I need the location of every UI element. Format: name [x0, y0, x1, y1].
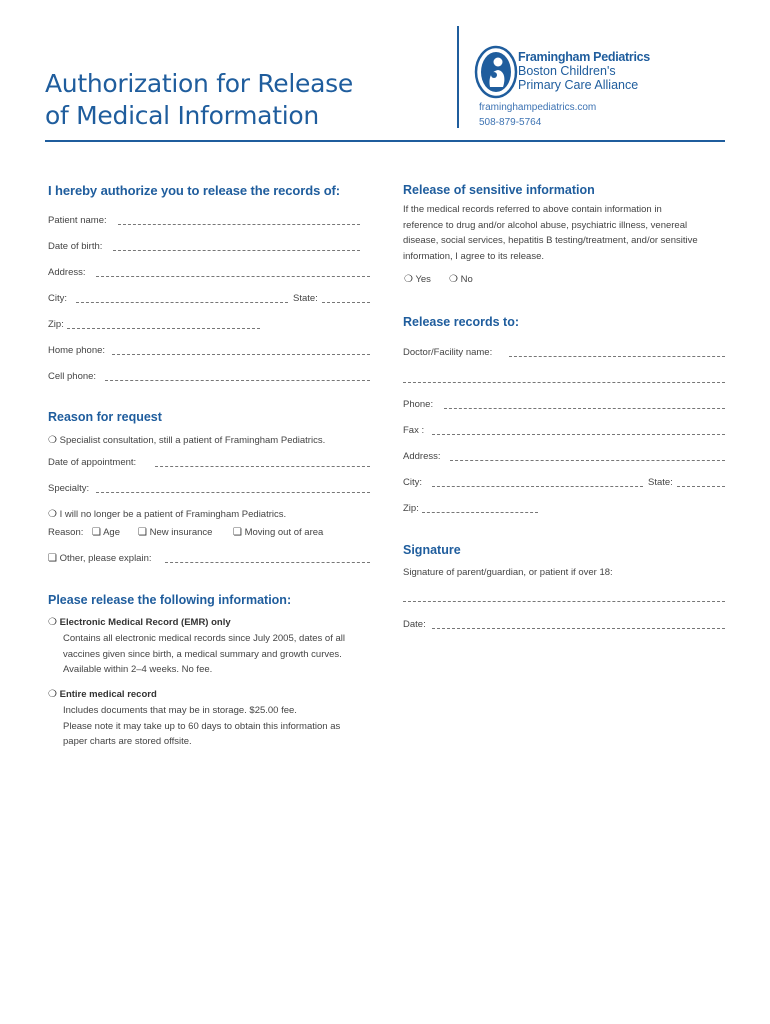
release-info-heading: Please release the following information:: [48, 593, 292, 607]
cell-phone-label: Cell phone:: [48, 371, 97, 382]
patient-name-label: Patient name:: [48, 215, 107, 226]
contact-info: [479, 101, 596, 130]
emr-description-line: Available within 2–4 weeks. No fee.: [63, 664, 213, 675]
sensitive-description-line: reference to drug and/or alcohol abuse, psychiatric illness, venereal: [403, 219, 688, 231]
release-fax-field[interactable]: [432, 434, 725, 435]
reason-other-label: Other, please explain:: [59, 553, 152, 564]
radio-icon[interactable]: ❍: [449, 274, 458, 285]
state-label: State:: [293, 293, 318, 304]
entire-record-description-line: Includes documents that may be in storage. $25.00 fee.: [63, 705, 297, 716]
checkbox-icon[interactable]: ❏: [92, 527, 101, 538]
checkbox-icon[interactable]: ❏: [138, 527, 147, 538]
doctor-facility-label: Doctor/Facility name:: [403, 347, 493, 358]
entire-record-option[interactable]: [48, 689, 157, 700]
entire-record-label: Entire medical record: [59, 689, 157, 700]
release-city-field[interactable]: [432, 486, 643, 487]
release-fax-label: Fax :: [403, 425, 425, 436]
specialty-field[interactable]: [96, 492, 370, 493]
emr-option-label: Electronic Medical Record (EMR) only: [59, 617, 231, 628]
sensitive-heading: Release of sensitive information: [403, 183, 595, 197]
emr-description-line: vaccines given since birth, a medical summary and growth curves.: [63, 648, 342, 660]
organization-name: [518, 50, 650, 92]
reason-label: Reason:: [48, 527, 84, 538]
release-phone-label: Phone:: [403, 399, 434, 410]
release-zip-label: Zip:: [403, 503, 419, 514]
emr-description-line: Contains all electronic medical records since July 2005, dates of all: [63, 633, 345, 644]
reason-age-option[interactable]: [92, 527, 120, 538]
release-city-label: City:: [403, 477, 422, 488]
signature-date-field[interactable]: [432, 628, 725, 629]
title-line-1: Authorization for Release: [45, 69, 353, 98]
signature-label: Signature of parent/guardian, or patient if over 18:: [403, 567, 613, 578]
sensitive-description-line: disease, social services, hepatitis B testing/treatment, and/or sensitive: [403, 235, 698, 246]
city-field[interactable]: [76, 302, 288, 303]
release-state-field[interactable]: [677, 486, 725, 487]
specialist-label: Specialist consultation, still a patient of Framingham Pediatrics.: [59, 435, 326, 446]
home-phone-label: Home phone:: [48, 345, 106, 356]
signature-field[interactable]: [403, 601, 725, 602]
sensitive-description-line: If the medical records referred to above contain information in: [403, 204, 662, 215]
release-address-field[interactable]: [450, 460, 725, 461]
signature-date-label: Date:: [403, 619, 426, 630]
release-to-heading: Release records to:: [403, 315, 520, 329]
org-name-line-3: Primary Care Alliance: [518, 78, 639, 92]
website-link[interactable]: framinghampediatrics.com: [479, 102, 597, 113]
date-appointment-field[interactable]: [155, 466, 370, 467]
framingham-pediatrics-logo: [474, 45, 518, 99]
release-address-label: Address:: [403, 451, 441, 462]
emr-description: [63, 631, 345, 678]
reason-moving-option[interactable]: [233, 527, 323, 538]
org-name-line-1: Framingham Pediatrics: [518, 50, 650, 64]
specialist-option[interactable]: [48, 435, 325, 446]
city-label: City:: [48, 293, 67, 304]
zip-field[interactable]: [67, 328, 260, 329]
signature-heading: Signature: [403, 543, 461, 557]
zip-label: Zip:: [48, 319, 64, 330]
specialty-label: Specialty:: [48, 483, 90, 494]
date-appointment-label: Date of appointment:: [48, 457, 137, 468]
reason-other-field[interactable]: [165, 562, 370, 563]
no-longer-patient-option[interactable]: [48, 509, 286, 520]
radio-icon[interactable]: ❍: [404, 274, 413, 285]
dob-label: Date of birth:: [48, 241, 103, 252]
sensitive-yes-label: Yes: [415, 274, 431, 285]
sensitive-no-label: No: [460, 274, 473, 285]
doctor-facility-field[interactable]: [509, 356, 725, 357]
state-field[interactable]: [322, 302, 370, 303]
entire-record-description-line: Please note it may take up to 60 days to obtain this information as: [63, 720, 341, 732]
reason-other-option[interactable]: [48, 553, 152, 564]
cell-phone-field[interactable]: [105, 380, 370, 381]
doctor-facility-field-2[interactable]: [403, 382, 725, 383]
radio-icon[interactable]: ❍: [48, 689, 57, 700]
radio-icon[interactable]: ❍: [48, 617, 57, 628]
org-name-line-2: Boston Children's: [518, 64, 616, 78]
sensitive-description-line: information, I agree to its release.: [403, 250, 544, 262]
dob-field[interactable]: [113, 250, 360, 251]
title-line-2: of Medical Information: [45, 101, 319, 130]
reason-new-insurance-option[interactable]: [138, 527, 212, 538]
page-title: [45, 68, 445, 132]
no-longer-patient-label: I will no longer be a patient of Framingham Pediatrics.: [59, 509, 287, 520]
checkbox-icon[interactable]: ❏: [233, 527, 242, 538]
sensitive-no-option[interactable]: [449, 274, 473, 285]
reason-heading: Reason for request: [48, 410, 162, 424]
emr-option[interactable]: [48, 617, 231, 628]
header-rule: [45, 140, 725, 142]
entire-record-description-line: paper charts are stored offsite.: [63, 736, 192, 747]
entire-record-description: [63, 703, 340, 750]
header-divider: [457, 26, 459, 128]
reason-new-insurance-label: New insurance: [149, 527, 213, 538]
phone-number: 508-879-5764: [479, 116, 542, 128]
address-field[interactable]: [96, 276, 370, 277]
radio-icon[interactable]: ❍: [48, 509, 57, 520]
patient-name-field[interactable]: [118, 224, 360, 225]
sensitive-yes-option[interactable]: [404, 274, 431, 285]
checkbox-icon[interactable]: ❏: [48, 553, 57, 564]
reason-moving-label: Moving out of area: [244, 527, 324, 538]
address-label: Address:: [48, 267, 86, 278]
sensitive-description: [403, 202, 698, 264]
release-state-label: State:: [648, 477, 673, 488]
release-zip-field[interactable]: [422, 512, 538, 513]
authorize-heading: I hereby authorize you to release the records of:: [48, 183, 341, 198]
reason-age-label: Age: [103, 527, 120, 538]
radio-icon[interactable]: ❍: [48, 435, 57, 446]
home-phone-field[interactable]: [112, 354, 370, 355]
release-phone-field[interactable]: [444, 408, 725, 409]
